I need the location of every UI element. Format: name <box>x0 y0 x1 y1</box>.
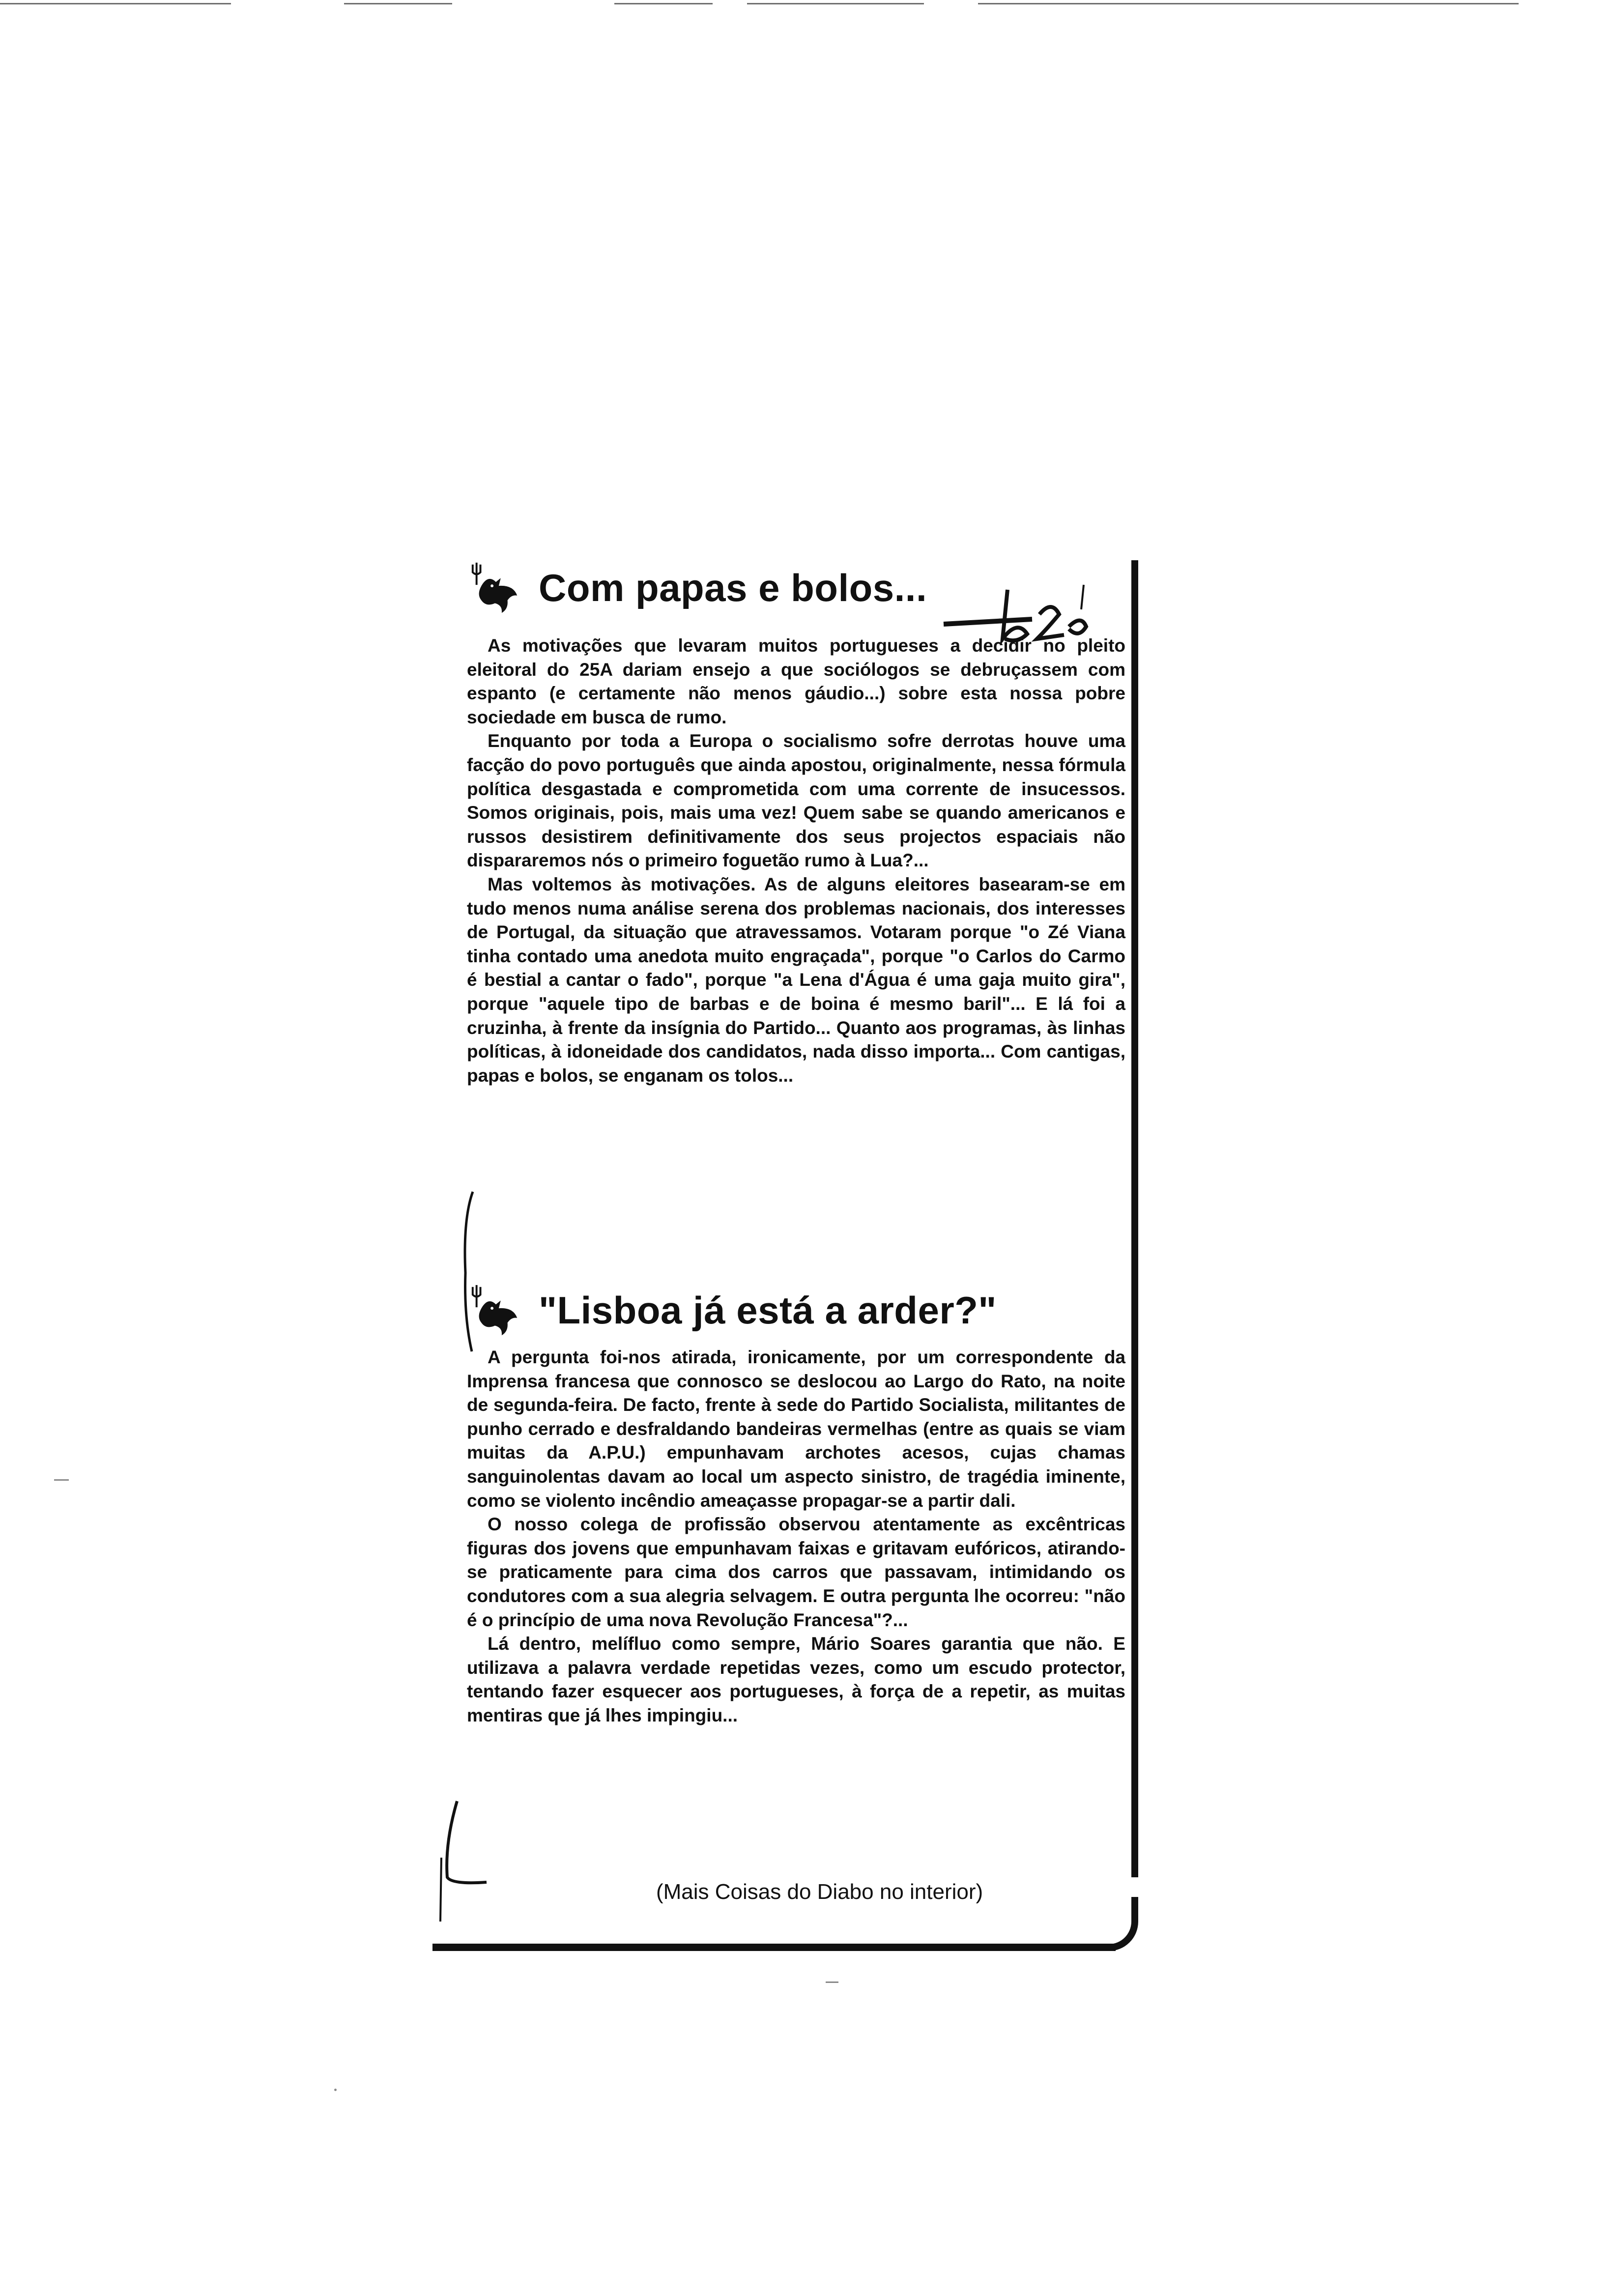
article2-paragraph-1: A pergunta foi-nos atirada, ironicamente, por um correspondente da Imprensa francesa que connosco se deslocou ao Largo do Rato, na noite de segunda-feira. De facto, frente à sede do Partido Socialista, militantes de punho cerrado e desfraldando bandeiras vermelhas (entre as quais se viam muitas da A.P.U.) empunhavam archotes acesos, cujas chamas sanguinolentas davam ao local um aspecto sinistro, de tragédia iminente, como se violento incêndio ameaçasse propagar-se a partir dali. <box>467 1347 1125 1511</box>
box-border-right <box>1131 560 1138 1877</box>
article-lisboa <box>467 1283 1125 1728</box>
article1-title: Com papas e bolos... <box>539 566 927 609</box>
top-rule-3 <box>614 3 713 4</box>
top-rule-1 <box>0 3 231 4</box>
scan-speck <box>334 2089 337 2091</box>
top-rule-4 <box>747 3 924 4</box>
newspaper-clipping <box>467 560 1135 1946</box>
article2-title: "Lisboa já está a arder?" <box>539 1288 997 1332</box>
scan-speck <box>54 1479 69 1481</box>
article1-paragraph-3: Mas voltemos às motivações. As de alguns eleitores basearam-se em tudo menos numa análise serena dos problemas nacionais, dos interesses de Portugal, da situação que atravessamos. Votaram porque "o Zé Viana tinha contado uma anedota muito engraçada", porque "o Carlos do Carmo é bestial a cantar o fado", porque "a Lena d'Água é uma gaja muito gira", porque "aquele tipo de barbas e de boina é mesmo baril"... E lá foi a cruzinha, à frente da insígnia do Partido... Quanto aos programas, às linhas políticas, à idoneidade dos candidatos, nada disso importa... Com cantigas, papas e bolos, se enganam os tolos... <box>467 874 1125 1086</box>
article2-paragraph-2: O nosso colega de profissão observou atentamente as excêntricas figuras dos jovens que empunhavam faixas e gritavam eufóricos, atirando-se praticamente para cima dos carros que passavam, intimidando os condutores com a sua alegria selvagem. E outra pergunta lhe ocorreu: "não é o princípio de uma nova Revolução Francesa"?... <box>467 1514 1125 1630</box>
footer-note: (Mais Coisas do Diabo no interior) <box>656 1880 983 1904</box>
top-rule-2 <box>344 3 452 4</box>
annotation-ink <box>934 580 1096 649</box>
article1-paragraph-1: As motivações que levaram muitos portugueses a decidir no pleito eleitoral do 25A dariam ensejo a que sociólogos se debruçassem com espanto (e certamente não menos gáudio...) sobre esta nossa pobre sociedade em busca de rumo. <box>467 635 1125 727</box>
margin-bracket-mark <box>458 1189 478 1356</box>
devil-icon <box>467 560 525 615</box>
margin-corner-mark <box>432 1799 491 1926</box>
box-border-corner <box>1101 1897 1138 1951</box>
scan-speck <box>826 1981 838 1983</box>
article1-paragraph-2: Enquanto por toda a Europa o socialismo sofre derrotas houve uma facção do povo português que ainda apostou, originalmente, nessa fórmula política desgastada e comprometida com uma corrente de insucessos. Somos originais, pois, mais uma vez! Quem sabe se quando americanos e russos desistirem definitivamente dos seus projectos espaciais não dispararemos nós o primeiro foguetão rumo à Lua?... <box>467 731 1125 871</box>
top-rule-5 <box>978 3 1519 4</box>
article2-paragraph-3: Lá dentro, melífluo como sempre, Mário Soares garantia que não. E utilizava a palavra verdade repetidas vezes, como um escudo protector, tentando fazer esquecer aos portugueses, à força de a repetir, as muitas mentiras que já lhes impingiu... <box>467 1634 1125 1725</box>
handwritten-annotation <box>934 580 1096 649</box>
box-border-bottom <box>432 1944 1116 1951</box>
